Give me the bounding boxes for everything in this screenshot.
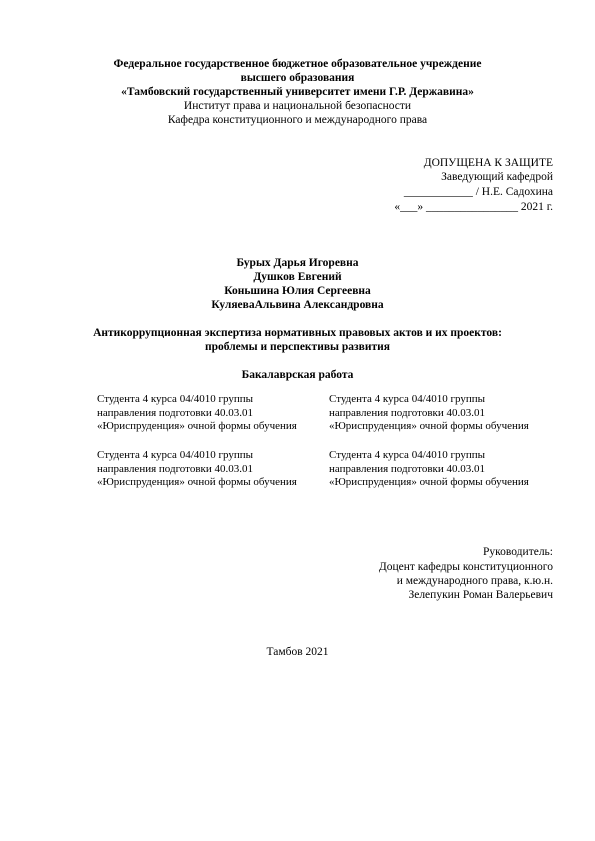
student-info-block [97,393,297,434]
institution-type: Федеральное государственное бюджетное образовательное учреждение [113,58,482,70]
student-course: Студента 4 курса 04/4010 группы [97,393,254,405]
supervisor-position: Доцент кафедры конституционного [378,561,553,573]
supervisor-label: Руководитель: [483,546,553,558]
student-specialty: «Юриспруденция» очной формы обучения [97,476,297,488]
work-type: Бакалаврская работа [241,369,354,381]
student-specialty: «Юриспруденция» очной формы обучения [329,420,529,432]
student-info-block [329,393,529,434]
author-name: КуляеваАльвина Александровна [211,299,384,311]
author-name: Бурых Дарья Игоревна [236,257,359,269]
author-name: Коньшина Юлия Сергеевна [224,285,371,297]
institute-name: Институт права и национальной безопасности [183,100,412,112]
university-name: «Тамбовский государственный университет имени Г.Р. Державина» [121,86,474,98]
approval-role: Заведующий кафедрой [441,171,553,183]
student-course: Студента 4 курса 04/4010 группы [329,393,486,405]
work-title-line-1: Антикоррупционная экспертиза нормативных правовых актов и их проектов: [93,327,502,339]
student-program: направления подготовки 40.03.01 [97,406,253,419]
approval-date: «___» ________________ 2021 г. [394,201,553,213]
student-specialty: «Юриспруденция» очной формы обучения [97,420,297,432]
student-program: направления подготовки 40.03.01 [329,406,485,419]
student-info-block [329,449,529,490]
approval-signature: ____________ / Н.Е. Садохина [403,186,553,198]
student-program: направления подготовки 40.03.01 [97,462,253,475]
institution-level: высшего образования [240,72,355,84]
work-title-line-2: проблемы и перспективы развития [204,341,390,353]
supervisor-degree: и международного права, к.ю.н. [396,575,553,587]
city-year: Тамбов 2021 [266,646,329,658]
student-program: направления подготовки 40.03.01 [329,462,485,475]
supervisor-name: Зелепукин Роман Валерьевич [408,589,553,601]
approval-title: ДОПУЩЕНА К ЗАЩИТЕ [423,157,553,169]
student-specialty: «Юриспруденция» очной формы обучения [329,476,529,488]
author-name: Душков Евгений [253,271,342,283]
student-course: Студента 4 курса 04/4010 группы [97,449,254,461]
student-course: Студента 4 курса 04/4010 группы [329,449,486,461]
department-name: Кафедра конституционного и международного права [167,114,428,126]
student-info-block [97,449,297,490]
